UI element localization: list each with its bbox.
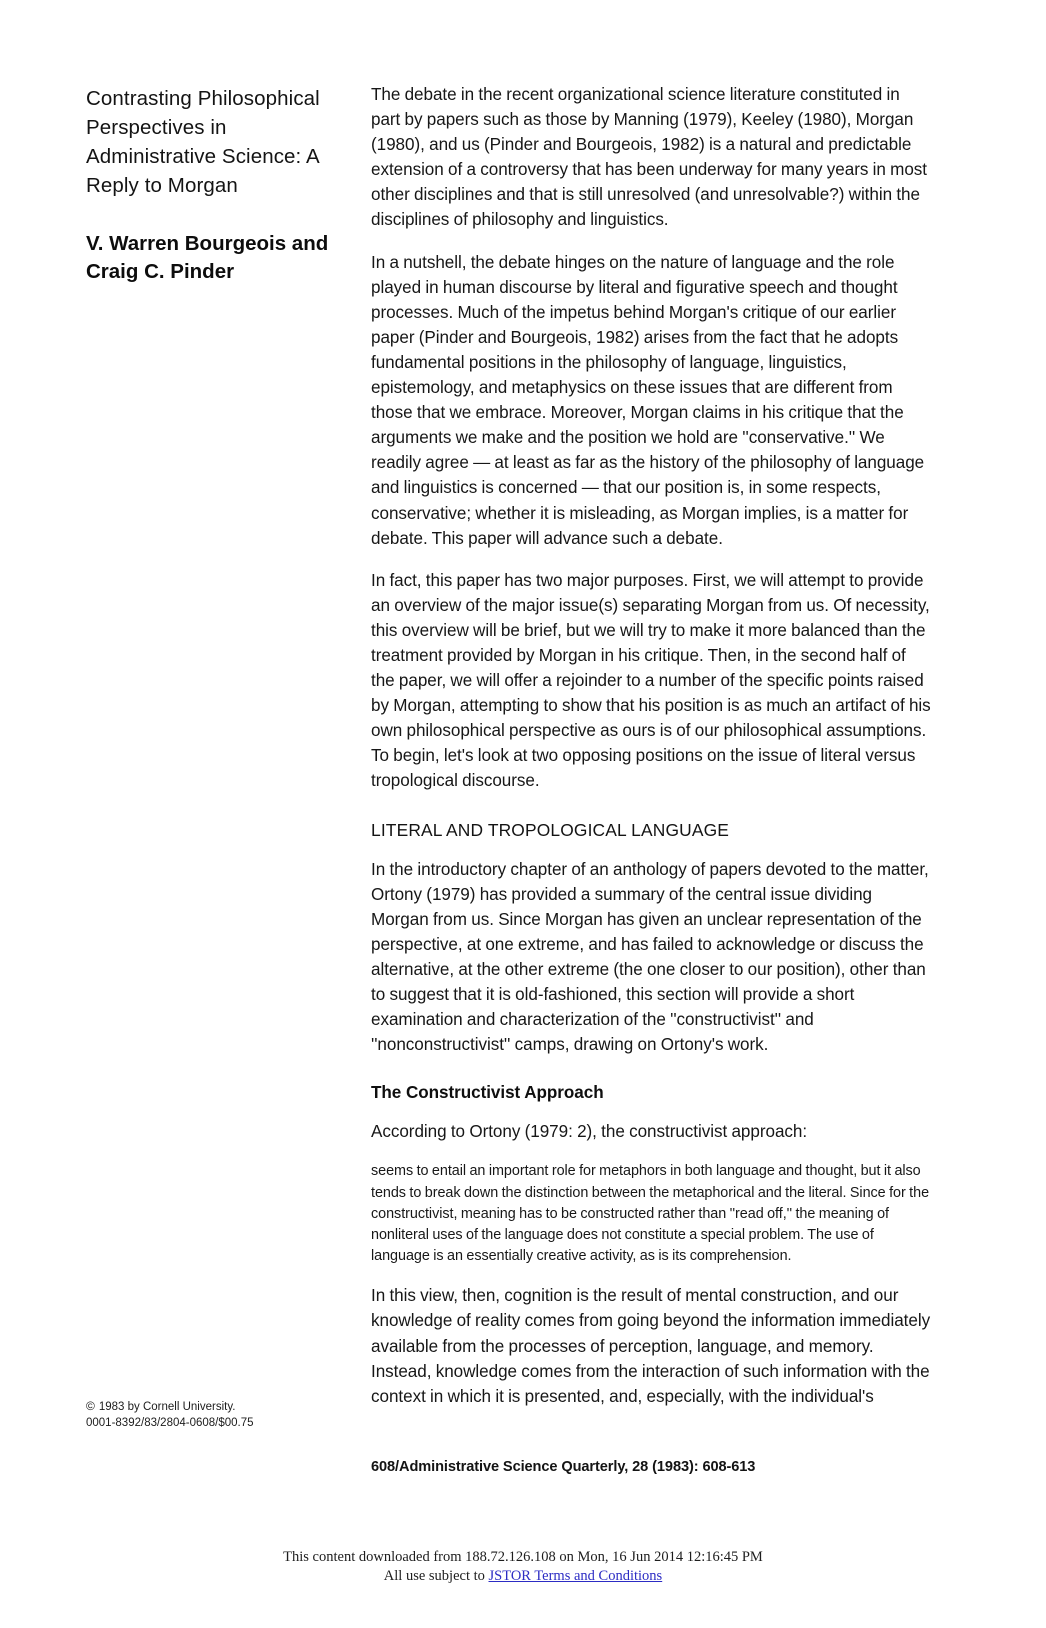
article-body [371,82,933,1426]
body-paragraph-6: In this view, then, cognition is the result of mental construction, and our knowledge of reality comes from going beyond the information immediately available from the processes of perception, language, and memory. Instead, knowledge comes from the interaction of such information with the context in which it is presented, and, especially, with the individual's [371,1286,931,1406]
running-footer: 608/Administrative Science Quarterly, 28 (1983): 608-613 [371,1459,756,1475]
author-names: V. Warren Bourgeois and Craig C. Pinder [86,232,329,283]
jstor-download-line: This content downloaded from 188.72.126.108 on Mon, 16 Jun 2014 12:16:45 PM [283,1549,763,1565]
jstor-terms-prefix: All use subject to [383,1568,489,1584]
section-heading: LITERAL AND TROPOLOGICAL LANGUAGE [371,819,730,840]
block-quote: seems to entail an important role for metaphors in both language and thought, but it also tends to break down the distinction between the metaphorical and the literal. Since for the constructivist, meaning has to be constructed rather than ''read off,'' the meaning of nonliteral uses of the language does not constitute a special problem. The use of language is an essentially creative activity, as is its comprehension. [371,1163,930,1265]
copyright-notice [86,1399,346,1431]
jstor-terms-line [0,1567,1046,1586]
title-block [86,84,341,286]
body-paragraph-2: In a nutshell, the debate hinges on the nature of language and the role played in human discourse by literal and figurative speech and thought processes. Much of the impetus behind Morgan's critique of our earlier paper (Pinder and Bourgeois, 1982) arises from the fact that he adopts fundamental positions in the philosophy of language, linguistics, epistemology, and metaphysics on these issues that are different from those that we embrace. Moreover, Morgan claims in his critique that the arguments we make and the position we hold are ''conservative.'' We readily agree — at least as far as the history of the philosophy of language and linguistics is concerned — that our position is, in some respects, conservative; whether it is misleading, as Morgan implies, is a matter for debate. This paper will advance such a debate. [371,252,925,548]
subsection-heading: The Constructivist Approach [371,1083,604,1103]
body-paragraph-4: In the introductory chapter of an anthology of papers devoted to the matter, Ortony (1979) has provided a summary of the central issue dividing Morgan from us. Since Morgan has given an unclear representation of the perspective, at one extreme, and has failed to acknowledge or discuss the alternative, at the other extreme (the one closer to our position), other than to suggest that it is old-fashioned, this section will provide a short examination and characterization of the ''constructivist'' and ''nonconstructivist'' camps, drawing on Ortony's work. [371,859,929,1055]
body-paragraph-3: In fact, this paper has two major purposes. First, we will attempt to provide an overview of the major issue(s) separating Morgan from us. Of necessity, this overview will be brief, but we will try to make it more balanced than the treatment provided by Morgan in his critique. Then, in the second half of the paper, we will offer a rejoinder to a number of the specific points raised by Morgan, attempting to show that his position is as much an artifact of his own philosophical perspective as ours is of our philosophical assumptions. To begin, let's look at two opposing positions on the issue of literal versus tropological discourse. [371,570,931,791]
copyright-line-1 [86,1399,346,1416]
issn-code: 0001-8392/83/2804-0608/$00.75 [86,1416,254,1429]
body-paragraph-1: The debate in the recent organizational science literature constituted in part by papers such as those by Manning (1979), Keeley (1980), Morgan (1980), and us (Pinder and Bourgeois, 1982) is a natural and predictable extension of a controversy that has been underway for many years in most other disciplines and that is still unresolved (and unresolvable?) within the disciplines of philosophy and linguistics. [371,85,927,230]
page-title: Contrasting Philosophical Perspectives in Administrative Science: A Reply to Morgan [86,87,320,197]
body-paragraph-5: According to Ortony (1979: 2), the constructivist approach: [371,1122,808,1142]
copyright-holder: 1983 by Cornell University. [98,1401,236,1413]
jstor-download-stamp [0,1548,1046,1586]
copyright-icon: © [86,1399,95,1413]
jstor-terms-link[interactable]: JSTOR Terms and Conditions [488,1568,663,1584]
